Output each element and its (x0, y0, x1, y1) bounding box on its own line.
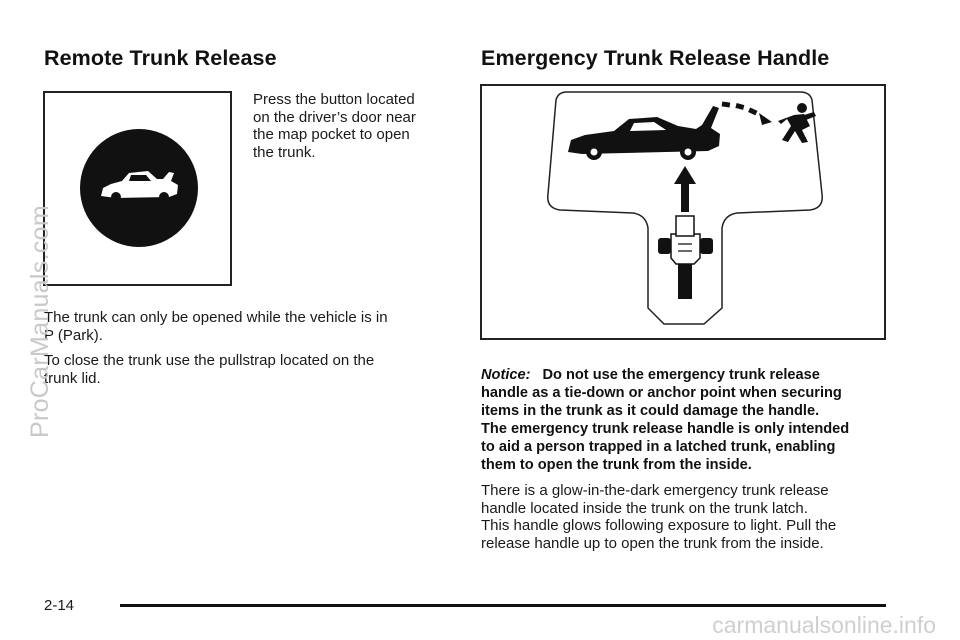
park-line: P (Park). (44, 326, 103, 344)
remote-release-instructions (253, 91, 453, 161)
close-line: trunk lid. (44, 369, 101, 387)
notice-line: Do not use the emergency trunk release (542, 367, 820, 383)
emergency-trunk-release-heading: Emergency Trunk Release Handle (481, 46, 830, 70)
emergency-handle-figure (480, 84, 886, 340)
intro-line: the map pocket to open (253, 126, 410, 143)
running-person (778, 103, 816, 143)
glow-handle-paragraph (481, 482, 901, 552)
intro-line: on the driver’s door near (253, 108, 416, 126)
trunk-button-icon (45, 93, 230, 284)
remote-trunk-release-heading: Remote Trunk Release (44, 46, 277, 70)
notice-line: handle as a tie-down or anchor point when securing (481, 385, 842, 401)
page-number: 2-14 (44, 597, 75, 614)
park-paragraph (44, 309, 444, 344)
notice-line: items in the trunk as it could damage the handle. (481, 403, 820, 419)
escape-path (722, 101, 772, 125)
trunk-release-button-figure (43, 91, 232, 286)
hand-pulling-handle (658, 216, 713, 299)
notice-block (481, 366, 901, 474)
close-line: To close the trunk use the pullstrap located on the (44, 352, 375, 369)
close-trunk-paragraph (44, 352, 444, 387)
footer-rule (120, 604, 886, 607)
glow-line: There is a glow-in-the-dark emergency trunk release (481, 482, 829, 499)
notice-line: to aid a person trapped in a latched trunk, enabling (481, 439, 836, 455)
glow-line: release handle up to open the trunk from the inside. (481, 534, 824, 552)
park-line: The trunk can only be opened while the vehicle is in (44, 309, 388, 326)
notice-line: The emergency trunk release handle is only intended (481, 421, 850, 437)
bottom-watermark: carmanualsonline.info (712, 612, 936, 638)
glow-line: handle located inside the trunk on the trunk latch. (481, 499, 808, 517)
notice-line: them to open the trunk from the inside. (481, 457, 752, 473)
intro-line: Press the button located (253, 91, 415, 108)
notice-label: Notice: (481, 367, 531, 383)
glow-line: This handle glows following exposure to light. Pull the (481, 517, 837, 534)
up-arrow (674, 166, 696, 212)
intro-line: the trunk. (253, 143, 316, 161)
emergency-handle-illustration (482, 86, 884, 338)
side-watermark: ProCarManuals.com (26, 205, 54, 438)
